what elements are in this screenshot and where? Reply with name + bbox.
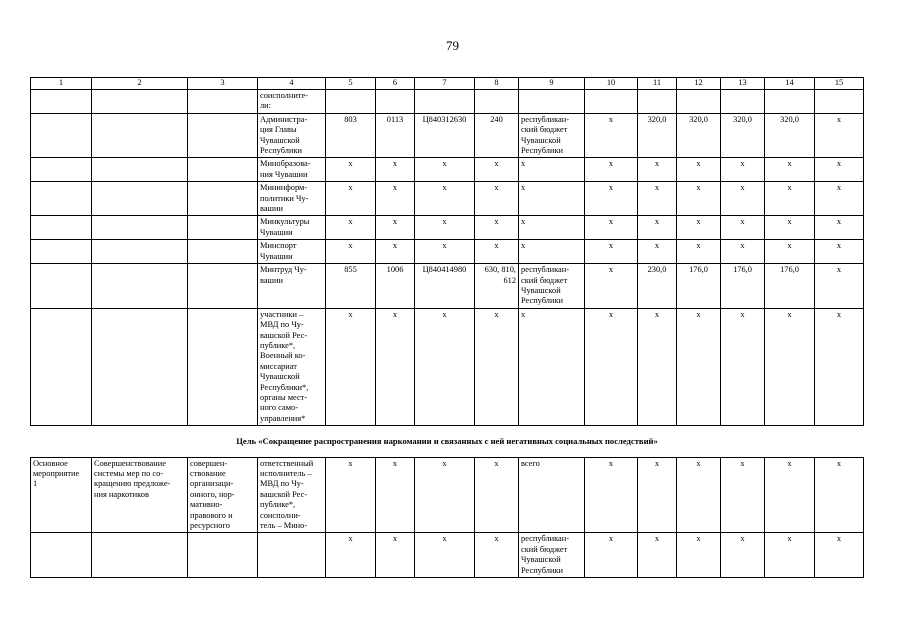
table-cell xyxy=(188,90,258,114)
column-header: 10 xyxy=(585,78,638,90)
column-header: 15 xyxy=(815,78,864,90)
column-header: 2 xyxy=(92,78,188,90)
table-cell xyxy=(188,216,258,240)
table-cell xyxy=(92,264,188,309)
table-cell: x xyxy=(721,158,765,182)
table-cell: x xyxy=(585,113,638,158)
table-cell xyxy=(31,113,92,158)
column-header: 9 xyxy=(519,78,585,90)
table-cell xyxy=(92,533,188,578)
table-cell: x xyxy=(475,182,519,216)
table-cell xyxy=(92,240,188,264)
table-cell: x xyxy=(677,533,721,578)
table-cell: x xyxy=(721,457,765,533)
table-cell: 240 xyxy=(475,113,519,158)
table-cell xyxy=(31,264,92,309)
column-header: 1 xyxy=(31,78,92,90)
table-cell: x xyxy=(376,182,415,216)
table-cell xyxy=(638,90,677,114)
table-cell: всего xyxy=(519,457,585,533)
table-cell xyxy=(92,216,188,240)
table-cell: x xyxy=(519,182,585,216)
table-cell: 320,0 xyxy=(638,113,677,158)
table-cell xyxy=(188,182,258,216)
table-cell: x xyxy=(721,308,765,425)
table-cell: x xyxy=(475,240,519,264)
table-cell: 320,0 xyxy=(765,113,815,158)
table-cell xyxy=(92,308,188,425)
table-body xyxy=(31,78,864,578)
table-cell: x xyxy=(721,533,765,578)
table-cell: x xyxy=(519,240,585,264)
table-row xyxy=(31,182,864,216)
table-cell: 176,0 xyxy=(765,264,815,309)
table-cell: x xyxy=(585,158,638,182)
table-cell xyxy=(519,90,585,114)
table-cell: Администра- ция Главы Чувашской Республики xyxy=(258,113,326,158)
table-cell: 855 xyxy=(326,264,376,309)
table-cell: x xyxy=(815,113,864,158)
goal-row xyxy=(31,426,864,457)
table-cell: x xyxy=(415,216,475,240)
budget-table xyxy=(30,77,864,578)
table-cell xyxy=(31,182,92,216)
table-cell: x xyxy=(765,216,815,240)
table-cell: совершен- ствование организаци- онного, нор- мативно- правового и ресурсного xyxy=(188,457,258,533)
table-cell: Минтруд Чу- вашии xyxy=(258,264,326,309)
table-cell xyxy=(376,90,415,114)
table-cell: x xyxy=(415,457,475,533)
table-cell: x xyxy=(721,182,765,216)
table-cell xyxy=(31,90,92,114)
table-cell: x xyxy=(475,216,519,240)
table-cell: x xyxy=(585,533,638,578)
table-cell: x xyxy=(815,158,864,182)
table-cell xyxy=(31,308,92,425)
table-cell xyxy=(326,90,376,114)
table-cell: x xyxy=(585,264,638,309)
table-cell xyxy=(677,90,721,114)
table-cell: x xyxy=(326,240,376,264)
table-cell: 1006 xyxy=(376,264,415,309)
header-row xyxy=(31,78,864,90)
table-cell: 176,0 xyxy=(721,264,765,309)
table-cell: республикан- ский бюджет Чувашской Республики xyxy=(519,113,585,158)
column-header: 12 xyxy=(677,78,721,90)
table-cell: x xyxy=(585,216,638,240)
table-cell: x xyxy=(721,240,765,264)
goal-title: Цель «Сокращение распространения наркомании и связанных с ней негативных социальных последствий» xyxy=(31,426,864,457)
table-row xyxy=(31,216,864,240)
table-cell: 176,0 xyxy=(677,264,721,309)
table-cell xyxy=(188,240,258,264)
table-cell: x xyxy=(815,216,864,240)
table-cell: x xyxy=(376,240,415,264)
table-cell: x xyxy=(815,457,864,533)
table-cell xyxy=(92,182,188,216)
table-cell: x xyxy=(415,158,475,182)
table-cell: x xyxy=(475,457,519,533)
table-cell: x xyxy=(638,216,677,240)
table-cell xyxy=(415,90,475,114)
table-cell: x xyxy=(475,308,519,425)
table-cell: x xyxy=(815,240,864,264)
table-cell: x xyxy=(326,182,376,216)
table-cell: x xyxy=(677,457,721,533)
table-cell: x xyxy=(415,182,475,216)
table-cell: x xyxy=(415,533,475,578)
table-row xyxy=(31,240,864,264)
table-cell: 0113 xyxy=(376,113,415,158)
column-header: 8 xyxy=(475,78,519,90)
table-cell: x xyxy=(638,457,677,533)
table-cell: x xyxy=(376,533,415,578)
table-cell: x xyxy=(326,216,376,240)
table-cell xyxy=(31,240,92,264)
table-cell: x xyxy=(376,216,415,240)
table-cell: x xyxy=(765,158,815,182)
table-cell: x xyxy=(376,457,415,533)
table-cell: x xyxy=(765,308,815,425)
table-cell: 803 xyxy=(326,113,376,158)
table-cell: x xyxy=(326,308,376,425)
table-cell xyxy=(188,113,258,158)
table-cell: x xyxy=(677,240,721,264)
table-cell xyxy=(31,158,92,182)
table-cell: Ц840312630 xyxy=(415,113,475,158)
table-cell: x xyxy=(677,216,721,240)
table-cell xyxy=(31,533,92,578)
table-cell: Минкультуры Чувашии xyxy=(258,216,326,240)
table-cell: x xyxy=(765,457,815,533)
table-cell: Основное мероприятие 1 xyxy=(31,457,92,533)
table-cell: x xyxy=(519,216,585,240)
table-cell: x xyxy=(638,533,677,578)
table-cell xyxy=(188,533,258,578)
table-cell: x xyxy=(765,240,815,264)
table-cell xyxy=(765,90,815,114)
table-cell xyxy=(188,308,258,425)
table-cell: x xyxy=(585,457,638,533)
table-cell: x xyxy=(326,533,376,578)
column-header: 4 xyxy=(258,78,326,90)
column-header: 11 xyxy=(638,78,677,90)
table-row xyxy=(31,90,864,114)
table-cell: Минспорт Чувашии xyxy=(258,240,326,264)
table-cell: x xyxy=(376,308,415,425)
table-row xyxy=(31,113,864,158)
table-cell xyxy=(721,90,765,114)
table-cell: x xyxy=(326,457,376,533)
column-header: 13 xyxy=(721,78,765,90)
table-cell: x xyxy=(677,182,721,216)
table-cell: x xyxy=(585,308,638,425)
table-cell: 630, 810, 612 xyxy=(475,264,519,309)
table-cell: x xyxy=(475,533,519,578)
table-cell xyxy=(188,158,258,182)
table-cell xyxy=(92,90,188,114)
table-cell: x xyxy=(815,308,864,425)
table-cell: 320,0 xyxy=(721,113,765,158)
table-cell: 230,0 xyxy=(638,264,677,309)
table-cell: x xyxy=(638,308,677,425)
table-cell: x xyxy=(475,158,519,182)
table-cell: x xyxy=(765,533,815,578)
table-cell: республикан- ский бюджет Чувашской Республики xyxy=(519,264,585,309)
table-cell: x xyxy=(677,158,721,182)
table-cell xyxy=(92,158,188,182)
table-cell: ответственный исполнитель – МВД по Чу- вашской Рес- публике*, соисполни- тель – Мино- xyxy=(258,457,326,533)
table-cell xyxy=(815,90,864,114)
table-row xyxy=(31,308,864,425)
table-cell xyxy=(258,533,326,578)
column-header: 14 xyxy=(765,78,815,90)
table-cell: участники – МВД по Чу- вашской Рес- публике*, Военный ко- миссариат Чувашской Республики*, органы мест- ного само- управления* xyxy=(258,308,326,425)
column-header: 3 xyxy=(188,78,258,90)
table-row xyxy=(31,158,864,182)
table-cell xyxy=(585,90,638,114)
table-cell: Минобразова- ния Чувашии xyxy=(258,158,326,182)
table-cell xyxy=(92,113,188,158)
table-cell xyxy=(31,216,92,240)
column-header: 5 xyxy=(326,78,376,90)
column-header: 7 xyxy=(415,78,475,90)
table-cell: x xyxy=(415,240,475,264)
table-cell: x xyxy=(815,182,864,216)
table-cell: x xyxy=(585,240,638,264)
column-header: 6 xyxy=(376,78,415,90)
table-cell: x xyxy=(765,182,815,216)
table-cell: x xyxy=(638,182,677,216)
table-cell: республикан- ский бюджет Чувашской Республики xyxy=(519,533,585,578)
table-row xyxy=(31,264,864,309)
table-cell: x xyxy=(677,308,721,425)
table-cell: x xyxy=(519,308,585,425)
table-cell: x xyxy=(721,216,765,240)
table-cell: x xyxy=(638,240,677,264)
table-row xyxy=(31,457,864,533)
table-cell: 320,0 xyxy=(677,113,721,158)
table-cell: x xyxy=(638,158,677,182)
table-cell xyxy=(188,264,258,309)
table-cell: Ц840414980 xyxy=(415,264,475,309)
table-cell: x xyxy=(415,308,475,425)
table-cell: x xyxy=(585,182,638,216)
table-row xyxy=(31,533,864,578)
table-cell: Совершенствование системы мер по со- кращению предложе- ния наркотиков xyxy=(92,457,188,533)
table-cell: соисполните- ли: xyxy=(258,90,326,114)
table-cell: x xyxy=(519,158,585,182)
table-cell: x xyxy=(326,158,376,182)
table-cell: x xyxy=(815,264,864,309)
table-cell xyxy=(475,90,519,114)
table-cell: Mининформ- политики Чу- вашии xyxy=(258,182,326,216)
table-cell: x xyxy=(376,158,415,182)
table-cell: x xyxy=(815,533,864,578)
page-number: 79 xyxy=(446,38,459,53)
